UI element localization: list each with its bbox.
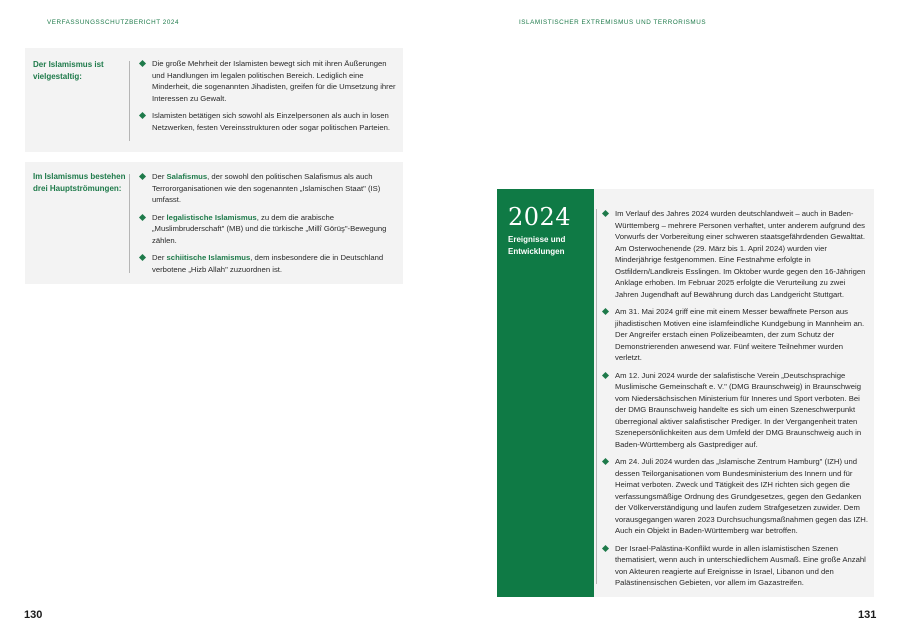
events-year: 2024: [508, 203, 572, 231]
diamond-bullet-icon: [602, 308, 609, 315]
bullet-list: [139, 58, 397, 133]
diamond-bullet-icon: [602, 544, 609, 551]
event-item: Am 12. Juni 2024 wurde der salafistische Verein „Deutschsprachige Muslimische Gemeinschaft e. V." (DMG Braunschweig) in Braunschweig vom Niedersächsischen Ministerium für Inneres und Sport verboten. Bei der DMG Braunschweig handelte es sich um einen Szeneschwerpunkt überregional aktiver salafistischer Prediger. In der Vergangenheit traten Szenepersönlichkeiten aus dem Umfeld der DMG Braunschweig auch in Baden-Württemberg als Gastprediger auf.: [602, 370, 870, 451]
event-item: Der Israel-Palästina-Konflikt wurde in allen islamistischen Szenen thematisiert, wenn auch in unterschiedlichem Ausmaß. Eine große Anzahl von Akteuren reagierte auf Ereignisse in Israel, Libanon und den Palästinensischen Gebieten, vor allem im Gazastreifen.: [602, 543, 870, 589]
event-item: Am 24. Juli 2024 wurden das „Islamische Zentrum Hamburg" (IZH) und dessen Teilorganisationen vom Bundesministerium des Innern und für Heimat verboten. Zweck und Tätigkeit des IZH richten sich gegen die verfassungsmäßige Ordnung des Grundgesetzes, gegen den Gedanken der Völkerverständigung und laufen zudem Strafgesetzen zuwider. Dem vorausgegangen waren 2023 Durchsuchungsmaßnahmen gegen das IZH. Auch ein Objekt in Baden-Württemberg war betroffen.: [602, 456, 870, 537]
diamond-bullet-icon: [602, 458, 609, 465]
events-subtitle: Ereignisse und Entwicklungen: [508, 235, 566, 256]
list-item: Islamisten betätigen sich sowohl als Einzelpersonen als auch in losen Netzwerken, festen Vereinsstrukturen oder sogar politischen Parteien.: [139, 110, 397, 133]
diamond-bullet-icon: [139, 60, 146, 67]
highlight-term: legalistische Islamismus: [166, 212, 257, 222]
diamond-bullet-icon: [139, 173, 146, 180]
diamond-bullet-icon: [139, 254, 146, 261]
diamond-bullet-icon: [602, 210, 609, 217]
info-box-islamism-diverse: [25, 48, 403, 152]
events-list: [602, 208, 870, 589]
diamond-bullet-icon: [139, 213, 146, 220]
list-item: Die große Mehrheit der Islamisten bewegt sich mit ihren Äußerungen und Handlungen im legalen politischen Bereich. Lediglich eine Minderheit, die sogenannten Jihadisten, greifen für die Umsetzung ihrer Interessen zu Gewalt.: [139, 58, 397, 104]
highlight-term: schiitische Islamismus: [166, 253, 251, 262]
events-panel: [497, 189, 874, 597]
events-sidebar: [497, 189, 594, 597]
list-item: Der legalistische Islamismus, zu dem die arabische „Muslimbruderschaft" (MB) und die türkische „Millî Görüş"-Bewegung zählen.: [139, 212, 397, 247]
page-number-left: 130: [24, 609, 43, 621]
info-box-main-currents: [25, 162, 403, 284]
divider: [129, 174, 130, 273]
highlight-term: Salafismus: [166, 172, 208, 181]
diamond-bullet-icon: [139, 112, 146, 119]
running-header-right: ISLAMISTISCHER EXTREMISMUS UND TERRORISMUS: [519, 19, 707, 26]
page-number-right: 131: [858, 609, 877, 621]
info-box-label: Im Islamismus bestehen drei Hauptströmungen:: [33, 172, 126, 193]
list-item: Der schiitische Islamismus, dem insbesondere die in Deutschland verbotene „Hizb Allah" zuzuordnen ist.: [139, 252, 397, 275]
divider: [596, 209, 597, 584]
event-item: Im Verlauf des Jahres 2024 wurden deutschlandweit – auch in Baden-Württemberg – mehrere Personen verhaftet, unter anderem aufgrund des Vorwurfs der Vorbereitung einer schweren staatsgefährdenden Gewalttat. Am Osterwochenende (29. März bis 1. April 2024) wurden vier Minderjährige festgenommen. Eine Festnahme erfolgte in Ostfildern/Landkreis Esslingen. Im Oktober wurde gegen den 16-Jährigen Anklage erhoben. Im Februar 2025 erfolgte die Verurteilung zu zwei Jahren Jugendhaft auf Bewährung durch das Landgericht Stuttgart.: [602, 208, 870, 300]
info-box-label: Der Islamismus ist vielgestaltig:: [33, 60, 104, 81]
list-item: Der Salafismus, der sowohl den politischen Salafismus als auch Terrororganisationen wie den sogenannten „Islamischen Staat" (IS) umfasst.: [139, 171, 397, 206]
diamond-bullet-icon: [602, 371, 609, 378]
divider: [129, 61, 130, 141]
running-header-left: VERFASSUNGSSCHUTZBERICHT 2024: [47, 19, 180, 26]
event-item: Am 31. Mai 2024 griff eine mit einem Messer bewaffnete Person aus jihadistischen Motiven eine islamfeindliche Kundgebung in Mannheim an. Der Angreifer erstach einen Polizeibeamten, der zum Schutz der Demonstrierenden anwesend war. Fünf weitere Teilnehmer wurden verletzt.: [602, 306, 870, 364]
bullet-list: [139, 171, 397, 275]
